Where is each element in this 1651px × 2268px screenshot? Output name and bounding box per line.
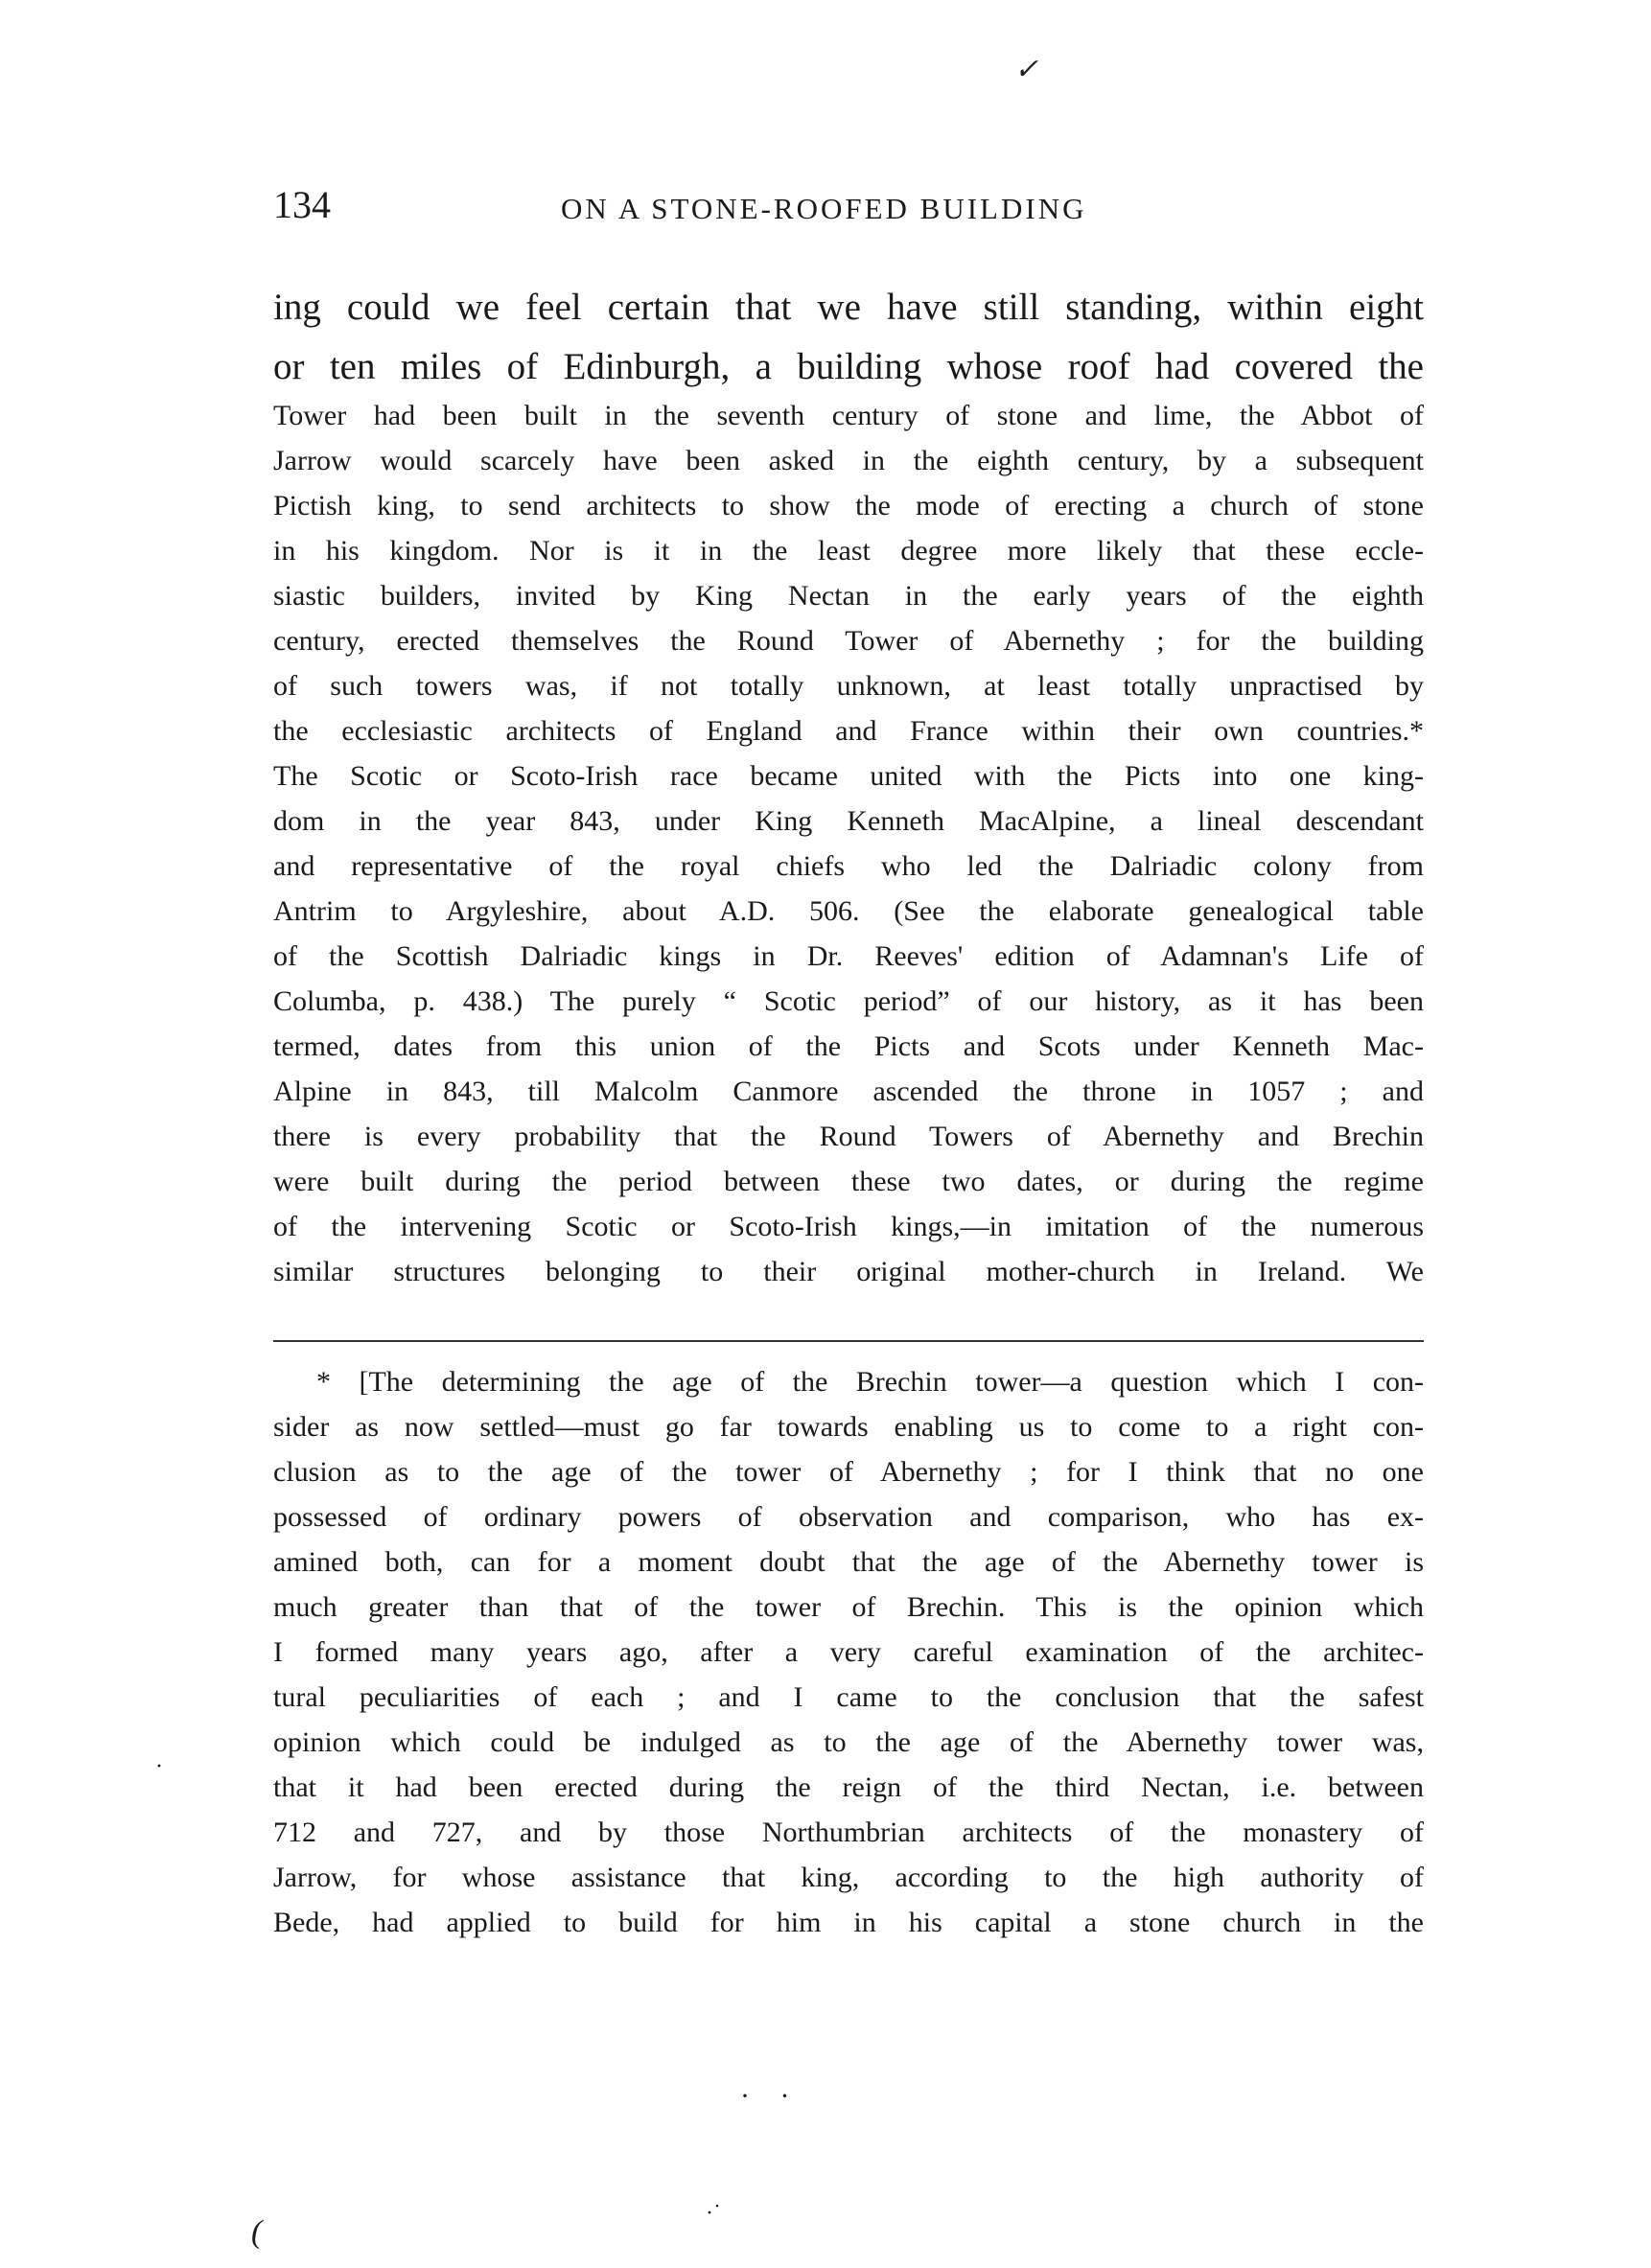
text-line: Tower had been built in the seventh century of stone and lime, the Abbot of [273, 400, 1424, 431]
text-line: Columba, p. 438.) The purely “ Scotic period” of our history, as it has been [273, 985, 1424, 1017]
text-line: Antrim to Argyleshire, about A.D. 506. (See the elaborate genealogical table [273, 895, 1424, 927]
pencil-tick-mark: ✓ [1014, 54, 1039, 85]
pencil-paren-mark: ( [251, 2214, 263, 2250]
text-line: in his kingdom. Nor is it in the least degree more likely that these eccle- [273, 535, 1424, 567]
footnote [273, 1359, 1424, 1945]
stray-dots-mark: ·˙ [706, 2201, 721, 2226]
text-line: or ten miles of Edinburgh, a building whose roof had covered the [273, 346, 1424, 387]
page-header [273, 182, 1424, 240]
text-line: of the Scottish Dalriadic kings in Dr. Reeves' edition of Adamnan's Life of [273, 940, 1424, 972]
text-line: similar structures belonging to their original mother-church in Ireland. We [273, 1256, 1424, 1287]
main-text-small [273, 393, 1424, 1294]
footnote-line: sider as now settled—must go far towards enabling us to come to a right con- [273, 1411, 1424, 1443]
footnote-line: clusion as to the age of the tower of Abernethy ; for I think that no one [273, 1456, 1424, 1488]
text-line: Jarrow would scarcely have been asked in the eighth century, by a subsequent [273, 445, 1424, 476]
footnote-line: that it had been erected during the reign of the third Nectan, i.e. between [273, 1771, 1424, 1803]
footnote-rule [273, 1340, 1424, 1342]
footnote-line: 712 and 727, and by those Northumbrian architects of the monastery of [273, 1817, 1424, 1848]
text-line: of such towers was, if not totally unknown, at least totally unpractised by [273, 670, 1424, 702]
text-line: The Scotic or Scoto-Irish race became united with the Picts into one king- [273, 760, 1424, 792]
footnote-line: possessed of ordinary powers of observation and comparison, who has ex- [273, 1501, 1424, 1533]
text-line: the ecclesiastic architects of England and France within their own countries.* [273, 715, 1424, 747]
text-line: of the intervening Scotic or Scoto-Irish kings,—in imitation of the numerous [273, 1211, 1424, 1242]
text-line: and representative of the royal chiefs who led the Dalriadic colony from [273, 850, 1424, 882]
footnote-line: Jarrow, for whose assistance that king, according to the high authority of [273, 1862, 1424, 1893]
footnote-line: much greater than that of the tower of Brechin. This is the opinion which [273, 1591, 1424, 1623]
text-line: were built during the period between these two dates, or during the regime [273, 1166, 1424, 1197]
running-head: ON A STONE-ROOFED BUILDING [561, 192, 1087, 225]
footnote-line: * [The determining the age of the Brechin tower—a question which I con- [316, 1366, 1424, 1398]
stray-dot-mark: · [155, 1754, 163, 1779]
footnote-line: opinion which could be indulged as to the age of the Abernethy tower was, [273, 1726, 1424, 1758]
text-line: there is every probability that the Round Towers of Abernethy and Brechin [273, 1121, 1424, 1152]
text-line: ing could we feel certain that we have still standing, within eight [273, 287, 1424, 328]
main-text-large [273, 278, 1424, 397]
text-line: dom in the year 843, under King Kenneth MacAlpine, a lineal descendant [273, 805, 1424, 837]
text-line: termed, dates from this union of the Picts and Scots under Kenneth Mac- [273, 1030, 1424, 1062]
printed-dots-mark: · · [740, 2080, 802, 2112]
footnote-line: I formed many years ago, after a very careful examination of the architec- [273, 1636, 1424, 1668]
text-line: Alpine in 843, till Malcolm Canmore ascended the throne in 1057 ; and [273, 1076, 1424, 1107]
text-line: siastic builders, invited by King Nectan in the early years of the eighth [273, 580, 1424, 612]
page-number: 134 [273, 183, 331, 226]
text-line: Pictish king, to send architects to show the mode of erecting a church of stone [273, 490, 1424, 521]
footnote-line: Bede, had applied to build for him in his capital a stone church in the [273, 1907, 1424, 1938]
footnote-line: amined both, can for a moment doubt that the age of the Abernethy tower is [273, 1546, 1424, 1578]
footnote-line: tural peculiarities of each ; and I came to the conclusion that the safest [273, 1681, 1424, 1713]
text-line: century, erected themselves the Round Tower of Abernethy ; for the building [273, 625, 1424, 657]
